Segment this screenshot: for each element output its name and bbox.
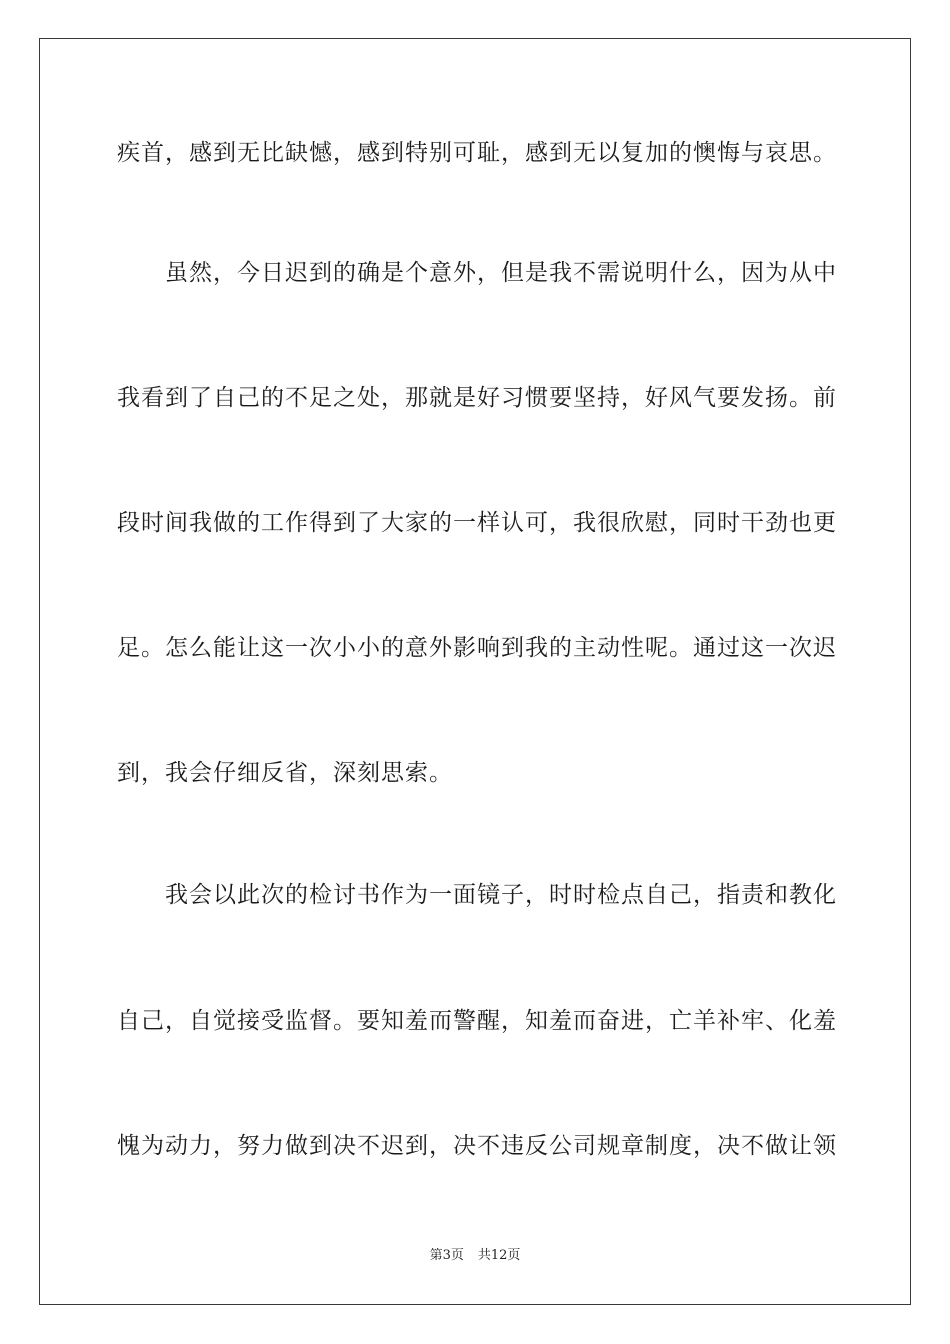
text-line-6: 到，我会仔细反省，深刻思索。	[117, 760, 453, 786]
text-line-9: 愧为动力，努力做到决不迟到，决不违反公司规章制度，决不做让领	[117, 1133, 837, 1159]
page-total: 共12页	[477, 1248, 521, 1263]
text-line-8: 自己，自觉接受监督。要知羞而警醒，知羞而奋进，亡羊补牢、化羞	[117, 1008, 837, 1034]
page-border	[39, 38, 911, 1305]
text-line-3: 我看到了自己的不足之处，那就是好习惯要坚持，好风气要发扬。前	[117, 385, 837, 411]
text-line-2: 虽然，今日迟到的确是个意外，但是我不需说明什么，因为从中	[165, 260, 837, 286]
text-line-7: 我会以此次的检讨书作为一面镜子，时时检点自己，指责和教化	[165, 882, 837, 908]
page-number: 第3页	[429, 1248, 464, 1263]
text-line-5: 足。怎么能让这一次小小的意外影响到我的主动性呢。通过这一次迟	[117, 635, 837, 661]
text-line-1: 疾首，感到无比缺憾，感到特别可耻，感到无以复加的懊悔与哀思。	[117, 140, 837, 166]
page-footer	[0, 1247, 950, 1265]
text-line-4: 段时间我做的工作得到了大家的一样认可，我很欣慰，同时干劲也更	[117, 510, 837, 536]
